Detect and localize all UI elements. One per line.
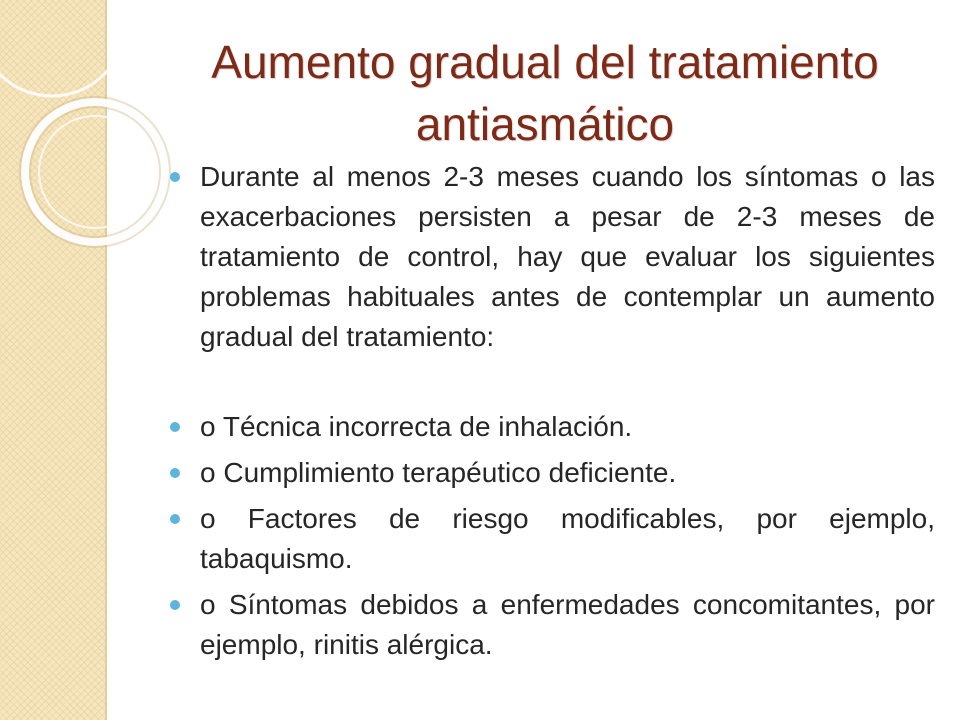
ring-large — [25, 102, 165, 242]
bullet-item — [200, 157, 935, 357]
bullet-text: o Cumplimiento terapéutico deficiente. — [200, 457, 677, 488]
bullet-marker-icon — [170, 468, 180, 478]
bullet-marker-icon — [170, 172, 180, 182]
bullet-item — [200, 499, 935, 579]
bullet-list — [200, 157, 935, 665]
bullet-text: o Síntomas debidos a enfermedades concomitantes, por ejemplo, rinitis alérgica. — [200, 589, 935, 660]
bullet-marker-icon — [170, 600, 180, 610]
bullet-text: Durante al menos 2-3 meses cuando los síntomas o las exacerbaciones persisten a pesar de 2-3 meses de tratamiento de control, hay que evaluar los siguientes problemas habituales antes de contemplar un aumento gradual del tratamiento: — [200, 161, 935, 352]
ring-top — [0, 0, 126, 96]
bullet-item — [200, 453, 935, 493]
bullet-marker-icon — [170, 422, 180, 432]
ring-inner — [39, 116, 151, 228]
bullet-marker-icon — [170, 514, 180, 524]
bullet-item — [200, 585, 935, 665]
bullet-text: o Factores de riesgo modificables, por ejemplo, tabaquismo. — [200, 503, 935, 574]
paragraph-spacer — [200, 363, 935, 401]
slide-title: Aumento gradual del tratamiento antiasmático — [211, 36, 879, 150]
bullet-item — [200, 407, 935, 447]
bullet-text: o Técnica incorrecta de inhalación. — [200, 411, 633, 442]
